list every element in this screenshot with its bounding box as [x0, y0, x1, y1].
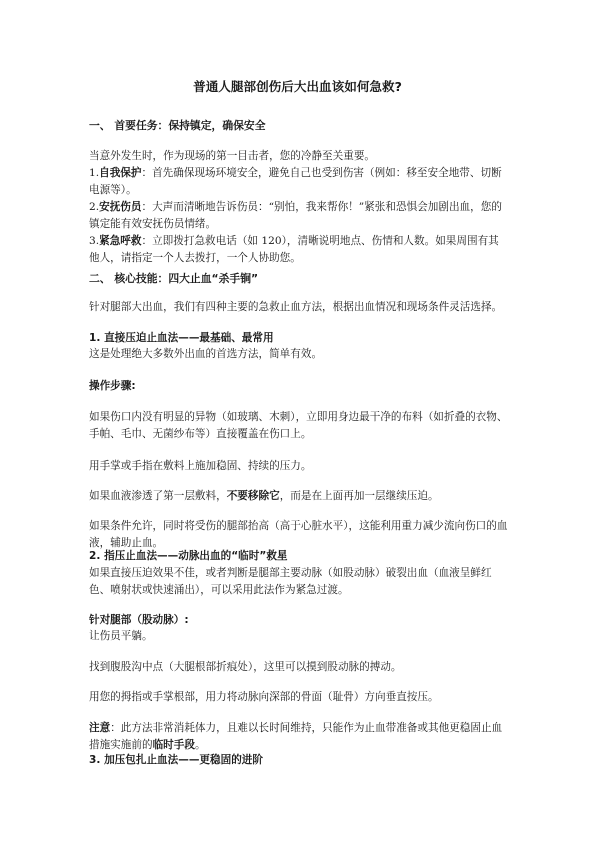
step-1: 如果伤口内没有明显的异物（如玻璃、木刺），立即用身边最干净的布料（如折叠的衣物、手帕、毛巾、无菌纱布等）直接覆盖在伤口上。 — [89, 411, 508, 440]
thigh-heading: 针对腿部（股动脉）: — [89, 614, 189, 626]
step-2: 用手掌或手指在敷料上施加稳固、持续的压力。 — [89, 460, 312, 472]
thigh-step-2: 找到腹股沟中点（大腿根部折痕处），这里可以摸到股动脉的搏动。 — [89, 661, 402, 673]
method-2-title: 2. 指压止血法——动脉出血的“临时”救星 — [89, 550, 288, 562]
point-label: 自我保护 — [99, 167, 142, 179]
section-2-intro: 针对腿部大出血，我们有四种主要的急救止血方法，根据出血情况和现场条件灵活选择。 — [89, 301, 503, 313]
step-text: ，而是在上面再加一层继续压迫。 — [279, 490, 439, 502]
thigh-step-3: 用您的拇指或手掌根部，用力将动脉向深部的骨面（耻骨）方向垂直按压。 — [89, 691, 439, 703]
section-2-heading: 二、 核心技能：四大止血“杀手锏” — [89, 272, 259, 285]
page-title: 普通人腿部创伤后大出血该如何急救? — [193, 79, 402, 94]
step-3 — [89, 488, 509, 505]
section-1-intro: 当意外发生时，作为现场的第一目击者，您的冷静至关重要。 — [89, 150, 376, 162]
method-1-desc: 这是处理绝大多数外出血的首选方法，简单有效。 — [89, 348, 323, 360]
note-text: ：此方法非常消耗体力，且难以长时间维持，只能作为止血带准备或其他更稳固止血措施实施前的 — [89, 722, 503, 751]
point-text: ：立即拨打急救电话（如 120），清晰说明地点、伤情和人数。如果周围有其他人，请指定一个人去拨打，一个人协助您。 — [89, 235, 499, 264]
point-comfort: 2.安抚伤员：大声而清晰地告诉伤员：“别怕，我来帮你！”紧张和恐惧会加剧出血，您的镇定能有效安抚伤员情绪。 — [89, 201, 502, 230]
point-label: 紧急呼救 — [99, 235, 142, 247]
method-1-title: 1. 直接压迫止血法——最基础、最常用 — [89, 332, 274, 344]
note-paragraph — [89, 720, 509, 753]
method-3-title: 3. 加压包扎止血法——更稳固的进阶 — [89, 754, 263, 766]
thigh-step-1: 让伤员平躺。 — [89, 630, 153, 642]
note-label: 注意 — [89, 722, 111, 734]
method-2-desc: 如果直接压迫效果不佳，或者判断是腿部主要动脉（如股动脉）破裂出血（血液呈鲜红色、喷射状或快速涌出），可以采用此法作为紧急过渡。 — [89, 567, 492, 596]
step-text: 如果血液渗透了第一层敷料， — [89, 490, 227, 502]
point-label: 安抚伤员 — [99, 201, 142, 213]
point-text: ：首先确保现场环境安全，避免自己也受到伤害（例如：移至安全地带、切断电源等）。 — [89, 167, 502, 196]
point-self-protection: 1.自我保护：首先确保现场环境安全，避免自己也受到伤害（例如：移至安全地带、切断电源等）。 — [89, 167, 502, 196]
point-text: ：大声而清晰地告诉伤员：“别怕，我来帮你！”紧张和恐惧会加剧出血，您的镇定能有效安抚伤员情绪。 — [89, 201, 502, 230]
note-emphasis: 临时手段 — [152, 738, 195, 751]
section-1-heading: 一、 首要任务：保持镇定，确保安全 — [89, 119, 266, 132]
point-call-help: 3.紧急呼救：立即拨打急救电话（如 120），清晰说明地点、伤情和人数。如果周围有其他人，请指定一个人去拨打，一个人协助您。 — [89, 235, 499, 264]
step-emphasis: 不要移除它 — [226, 490, 280, 502]
note-text: 。 — [194, 738, 206, 751]
step-4: 如果条件允许，同时将受伤的腿部抬高（高于心脏水平），这能利用重力减少流向伤口的血液，辅助止血。 — [89, 520, 508, 549]
steps-heading: 操作步骤: — [89, 380, 136, 392]
